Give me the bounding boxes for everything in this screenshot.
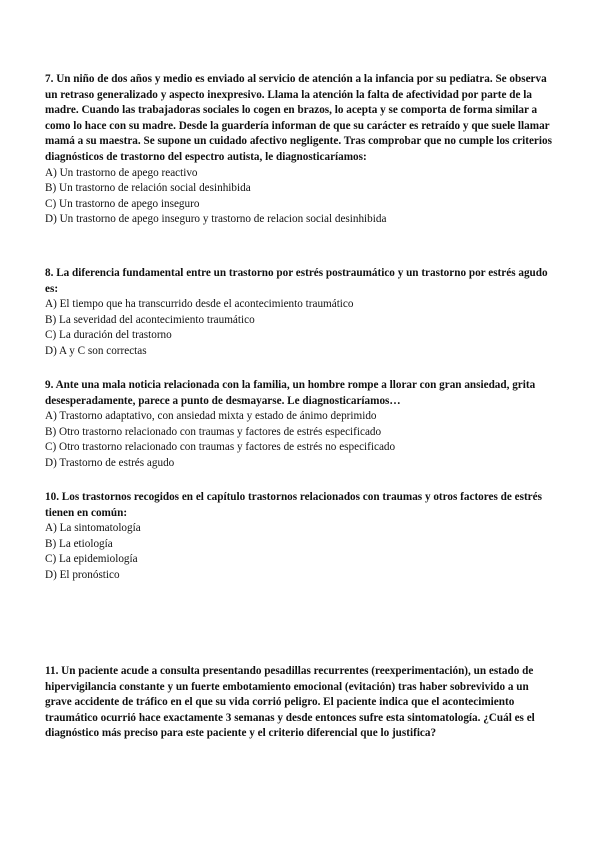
question-7: [45, 72, 557, 228]
answer-option-d: D) El pronóstico: [45, 568, 120, 581]
question-stem: 10. Los trastornos recogidos en el capítulo trastornos relacionados con traumas y otros factores de estrés tienen en común:: [45, 491, 542, 519]
answer-option-b: B) La severidad del acontecimiento traumático: [45, 313, 255, 326]
answer-option-d: D) Un trastorno de apego inseguro y trastorno de relacion social desinhibida: [45, 213, 387, 226]
question-stem: 7. Un niño de dos años y medio es enviado al servicio de atención a la infancia por su pediatra. Se observa un retraso generalizado y aspecto inexpresivo. Llama la atención la falta de afectividad por parte de la madre. Cuando las trabajadoras sociales lo cogen en brazos, lo acepta y se comporta de forma similar a como lo hace con su madre. Desde la guardería informan de que su carácter es retraído y que suele llamar mamá a su maestra. Se supone un cuidado afectivo negligente. Tras comprobar que no cumple los criterios diagnósticos de trastorno del espectro autista, le diagnosticaríamos:: [45, 73, 552, 163]
question-9: [45, 378, 557, 472]
answer-option-b: B) Un trastorno de relación social desinhibida: [45, 182, 251, 195]
answer-option-c: C) Un trastorno de apego inseguro: [45, 197, 200, 210]
question-10: [45, 490, 557, 584]
answer-option-c: C) La duración del trastorno: [45, 329, 172, 342]
answer-option-a: A) Trastorno adaptativo, con ansiedad mixta y estado de ánimo deprimido: [45, 410, 377, 423]
question-stem: 8. La diferencia fundamental entre un trastorno por estrés postraumático y un trastorno por estrés agudo es:: [45, 267, 548, 295]
answer-option-d: D) A y C son correctas: [45, 344, 147, 357]
answer-option-c: C) La epidemiología: [45, 553, 138, 566]
question-8: [45, 266, 557, 360]
answer-option-c: C) Otro trastorno relacionado con traumas y factores de estrés no especificado: [45, 441, 396, 454]
answer-option-a: A) El tiempo que ha transcurrido desde el acontecimiento traumático: [45, 298, 354, 311]
answer-option-a: A) La sintomatología: [45, 522, 141, 535]
answer-option-a: A) Un trastorno de apego reactivo: [45, 166, 198, 179]
answer-option-b: B) La etiología: [45, 537, 113, 550]
question-stem: 9. Ante una mala noticia relacionada con la familia, un hombre rompe a llorar con gran ansiedad, grita desesperadamente, parece a punto de desmayarse. Le diagnosticaríamos…: [45, 379, 536, 407]
question-stem: 11. Un paciente acude a consulta presentando pesadillas recurrentes (reexperimentación), un estado de hipervigilancia constante y un fuerte embotamiento emocional (evitación) tras haber sobrevivido a un grave accidente de tráfico en el que su vida corrió peligro. El paciente indica que el acontecimiento traumático ocurrió hace exactamente 3 semanas y desde entonces sufre esta sintomatología. ¿Cuál es el diagnóstico más preciso para este paciente y el criterio diferencial que lo justifica?: [45, 665, 535, 740]
question-11: [45, 664, 557, 742]
answer-option-d: D) Trastorno de estrés agudo: [45, 456, 175, 469]
answer-option-b: B) Otro trastorno relacionado con traumas y factores de estrés especificado: [45, 425, 382, 438]
